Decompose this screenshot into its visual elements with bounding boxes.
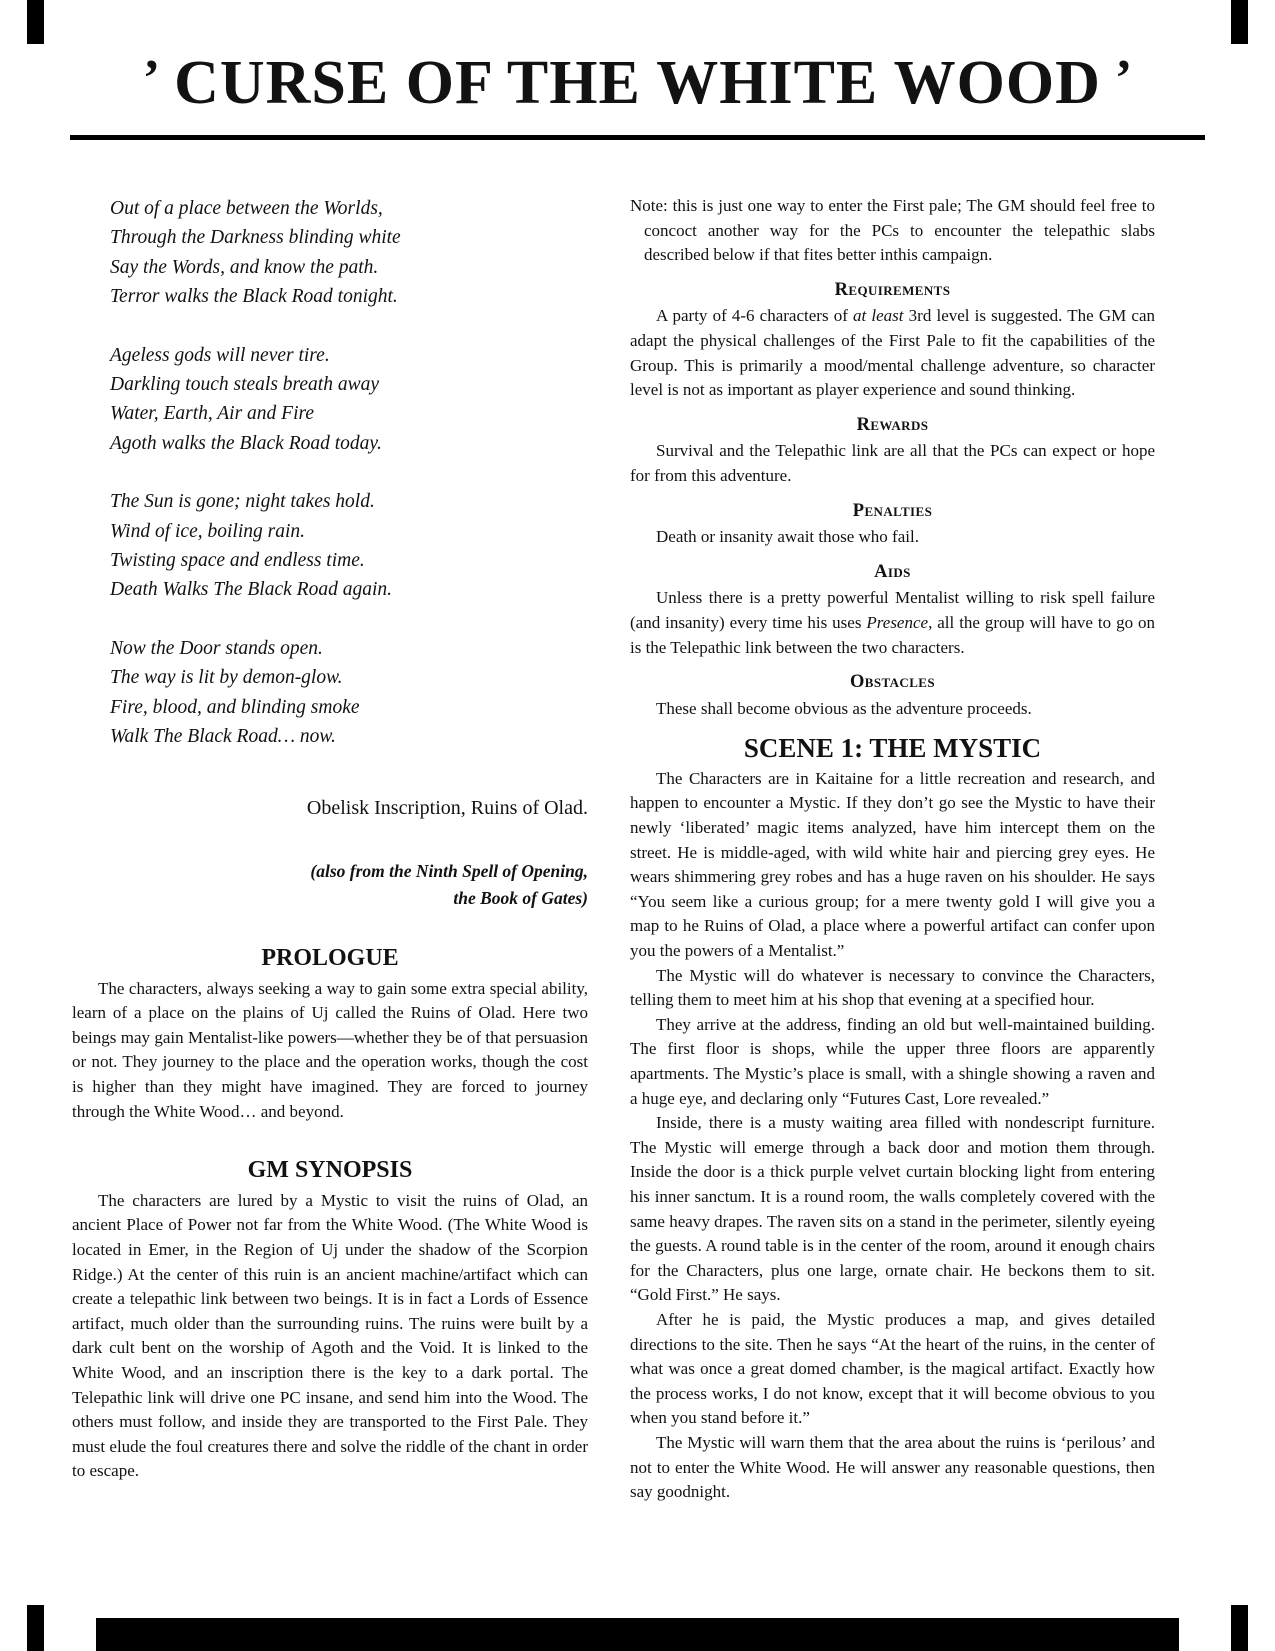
heading-aids: Aids: [874, 561, 911, 582]
poem-line: Terror walks the Black Road tonight.: [110, 286, 398, 308]
requirements-text: 3rd level is suggested. The GM can adapt the physical challenges of the First Pale to fit the capabilities of the Group. This is primarily a mood/mental challenge adventure, so character level is not as important as player experience and sound thinking.: [630, 306, 1155, 400]
masthead: [0, 48, 1275, 119]
corner-ornament-top-left: [27, 0, 44, 44]
penalties-paragraph: Death or insanity await those who fail.: [656, 527, 919, 547]
page-title: CURSE OF THE WHITE WOOD: [174, 49, 1101, 117]
two-column-body: [0, 140, 1275, 1505]
poem-line: Out of a place between the Worlds,: [110, 198, 383, 219]
rewards-paragraph: Survival and the Telepathic link are all that the PCs can expect or hope for from this adventure.: [630, 441, 1155, 485]
poem-line: Darkling touch steals breath away: [110, 374, 380, 396]
poem-stanza-2: [110, 341, 588, 459]
scene-1-paragraph: Inside, there is a musty waiting area filled with nondescript furniture. The Mystic will emerge through a back door and motion them through. Inside the door is a thick purple velvet curtain blocking light from entering his inner sanctum. It is a round room, the walls completely covered with the same heavy drapes. The raven sits on a stand in the perimeter, silently eyeing the guests. A round table is in the center of the room, around it enough chairs for the Characters, plus one large, ornate chair. He beckons them to sit. “Gold First.” He says.: [630, 1113, 1155, 1305]
source-note-line: (also from the Ninth Spell of Opening,: [310, 861, 588, 882]
title-ornament-left-icon: ’: [142, 50, 161, 107]
scene-1-paragraph: The Characters are in Kaitaine for a little recreation and research, and happen to encounter a Mystic. If they don’t go see the Mystic to have their newly ‘liberated’ magic items analyzed, have him intercept them on the street. He is middle-aged, with wild white hair and piercing grey eyes. He wears shimmering grey robes and has a huge raven on his shoulder. He says “You seem like a curious group; for a mere twenty gold I will give you a map to he Ruins of Olad, a place where a powerful artifact can confer upon you the powers of a Mentalist.”: [630, 768, 1155, 961]
poem-line: Fire, blood, and blinding smoke: [110, 696, 360, 718]
poem-stanza-3: [110, 487, 588, 605]
heading-gm-synopsis: GM SYNOPSIS: [247, 1157, 413, 1184]
aids-emphasis: Presence: [866, 612, 929, 632]
title-ornament-right-icon: ’: [1114, 50, 1133, 107]
heading-requirements: Requirements: [834, 279, 951, 300]
prologue-paragraph: The characters, always seeking a way to gain some extra special ability, learn of a place on the plains of Uj called the Ruins of Olad. Here two beings may gain Mentalist-like powers—whether they be of that persuasion or not. They journey to the place and the operation works, though the cost is higher than they might have imagined. They are forced to journey through the White Wood… and beyond.: [72, 978, 588, 1121]
scene-1-paragraph: The Mystic will do whatever is necessary to convince the Characters, telling them to meet him at his shop that evening at a specified hour.: [630, 965, 1155, 1010]
heading-scene-1: SCENE 1: THE MYSTIC: [743, 733, 1042, 764]
gm-note-paragraph: Note: this is just one way to enter the First pale; The GM should feel free to concoct another way for the PCs to encounter the telepathic slabs described below if that fites better inthis campaign.: [630, 196, 1155, 265]
poem-stanza-4: [110, 634, 588, 752]
poem-source-note: [72, 858, 588, 912]
corner-ornament-top-right: [1231, 0, 1248, 44]
poem-line: Water, Earth, Air and Fire: [110, 403, 315, 425]
poem-line: Through the Darkness blinding white: [110, 227, 401, 249]
requirements-text: A party of 4-6 characters of: [656, 306, 854, 326]
poem-line: Death Walks The Black Road again.: [110, 579, 392, 601]
corner-ornament-bottom-left: [27, 1605, 44, 1651]
scene-1-paragraph: After he is paid, the Mystic produces a map, and gives detailed directions to the site. Then he says “At the heart of the ruins, in the center of what was once a great domed chamber, is the magical artifact. Exactly how the process works, I do not know, except that it will become obvious to you when you stand before it.”: [630, 1309, 1155, 1428]
heading-prologue: PROLOGUE: [261, 945, 399, 972]
heading-penalties: Penalties: [852, 500, 933, 521]
poem-line: Twisting space and endless time.: [110, 550, 365, 572]
poem-line: Now the Door stands open.: [110, 637, 323, 659]
aids-text: , all the group will have to go on is the Telepathic link between the two characters.: [630, 612, 1156, 657]
obelisk-poem: [110, 194, 588, 752]
scene-1-paragraph: They arrive at the address, finding an old but well-maintained building. The first floor is shops, while the upper three floors are apparently apartments. The Mystic’s place is small, with a shingle showing a raven and a huge eye, and declaring only “Futures Cast, Lore revealed.”: [630, 1014, 1155, 1108]
left-column: [72, 194, 588, 1505]
heading-rewards: Rewards: [856, 414, 929, 435]
footer-bar: [96, 1618, 1179, 1651]
obstacles-paragraph: These shall become obvious as the adventure proceeds.: [656, 698, 1032, 718]
gm-synopsis-paragraph: The characters are lured by a Mystic to visit the ruins of Olad, an ancient Place of Power not far from the White Wood. (The White Wood is located in Emer, in the Region of Uj under the shadow of the Scorpion Ridge.) At the center of this ruin is an ancient machine/artifact which can create a telepathic link between two beings. It is in fact a Lords of Essence artifact, much older than the surrounding ruins. The ruins were built by a dark cult bent on the worship of Agoth and the Void. It is linked to the White Wood, and an inscription there is the key to a dark portal. The Telepathic link will drive one PC insane, and send him into the Wood. The others must follow, and inside they are transported to the First Pale. They must elude the foul creatures there and solve the riddle of the chant in order to escape.: [72, 1190, 588, 1481]
poem-stanza-1: [110, 194, 588, 312]
poem-line: Wind of ice, boiling rain.: [110, 520, 305, 542]
poem-line: The way is lit by demon-glow.: [110, 667, 343, 689]
poem-line: Ageless gods will never tire.: [110, 344, 330, 366]
poem-line: The Sun is gone; night takes hold.: [110, 491, 375, 513]
requirements-paragraph: [630, 304, 1155, 402]
requirements-emphasis: at least: [853, 306, 904, 326]
poem-line: Walk The Black Road… now.: [110, 726, 336, 748]
poem-attribution: Obelisk Inscription, Ruins of Olad.: [306, 796, 588, 819]
scene-1-paragraph: The Mystic will warn them that the area about the ruins is ‘perilous’ and not to enter the White Wood. He will answer any reasonable questions, then say goodnight.: [630, 1432, 1155, 1502]
heading-obstacles: Obstacles: [850, 672, 935, 693]
aids-text: Unless there is a pretty powerful Mentalist willing to risk spell failure (and insanity) every time his uses: [630, 588, 1155, 632]
aids-paragraph: [630, 586, 1155, 660]
poem-line: Say the Words, and know the path.: [110, 256, 379, 278]
source-note-line: the Book of Gates): [453, 888, 588, 909]
right-column: [630, 194, 1155, 1505]
corner-ornament-bottom-right: [1231, 1605, 1248, 1651]
poem-line: Agoth walks the Black Road today.: [110, 432, 382, 454]
